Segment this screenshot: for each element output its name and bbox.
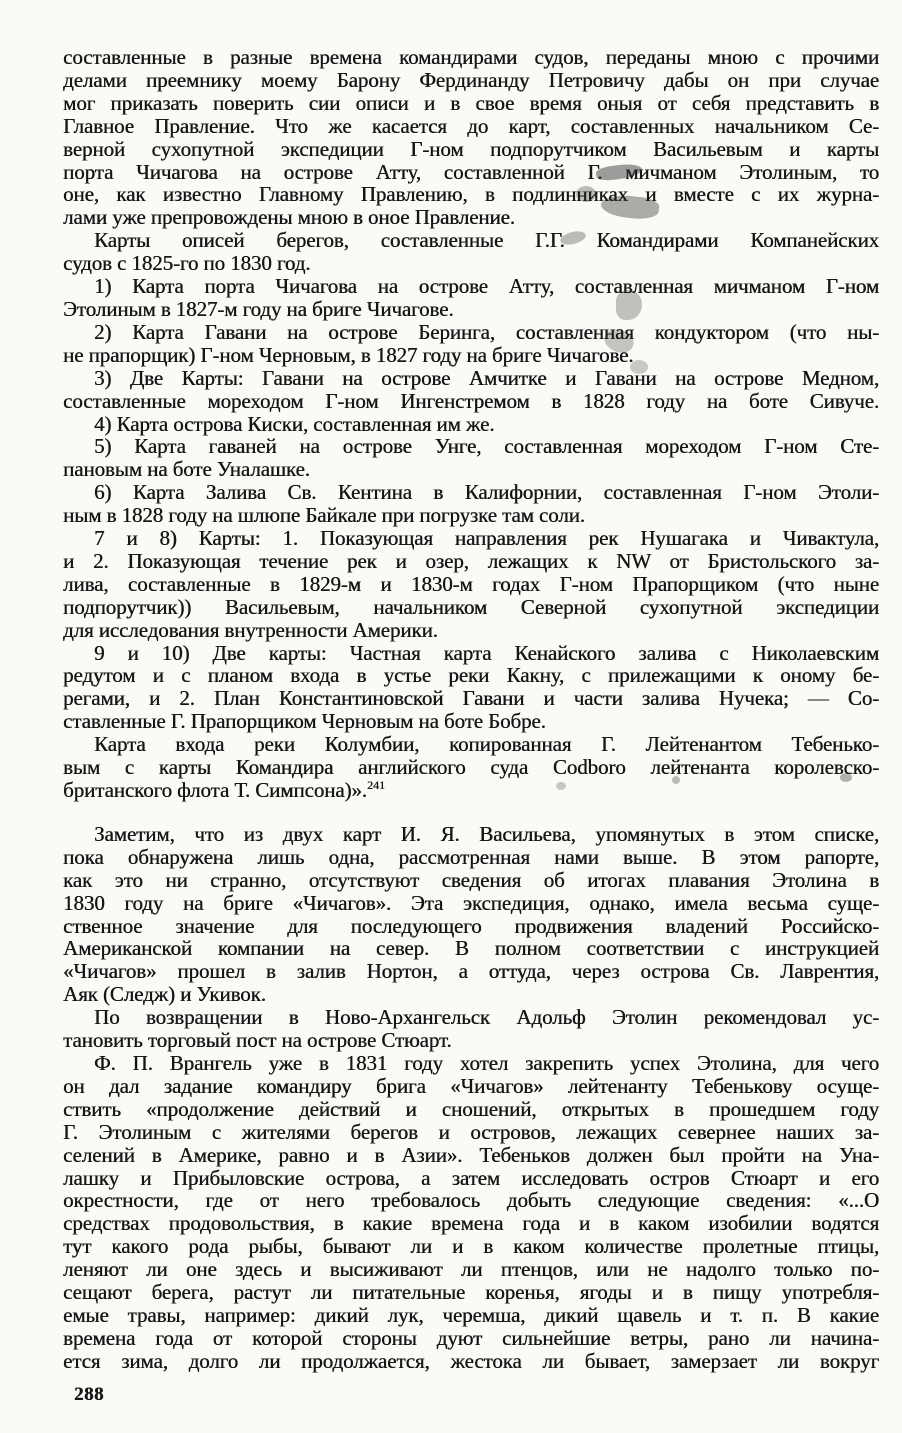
- text-line: вым с карты Командира английского суда Codboro лейтенанта королевско-: [63, 755, 879, 780]
- text-line: лами уже препровождены мною в оное Правление.: [63, 205, 515, 230]
- text-line: Аяк (Следж) и Укивок.: [63, 982, 266, 1007]
- text-line: лива, составленные в 1829-м и 1830-м годах Г-ном Прапорщиком (что ныне: [63, 571, 879, 596]
- text-line: средствах продовольствия, в какие времена года и в каком изобилии водятся: [63, 1211, 879, 1236]
- text-line: ставленные Г. Прапорщиком Черновым на боте Бобре.: [63, 709, 546, 734]
- text-line: емые травы, например: дикий лук, черемша, дикий щавель и т. п. В какие: [63, 1302, 879, 1327]
- text-line: оне, как известно Главному Правлению, в подлинниках и вместе с их журна-: [63, 182, 879, 207]
- text-line: 2) Карта Гавани на острове Беринга, составленная кондуктором (что ны-: [94, 319, 879, 344]
- text-line: Карты описей берегов, составленные Г.Г. Командирами Компанейских: [94, 228, 879, 253]
- text-line: Главное Правление. Что же касается до карт, составленных начальником Се-: [63, 113, 879, 138]
- text-line: времена года от которой стороны дуют сильнейшие ветры, рано ли начина-: [63, 1325, 879, 1350]
- text-line: регами, и 2. План Константиновской Гавани и части залива Нучека; — Со-: [63, 686, 879, 711]
- text-line: 6) Карта Залива Св. Кентина в Калифорнии, составленная Г-ном Этоли-: [94, 480, 879, 505]
- text-line: Заметим, что из двух карт И. Я. Васильева, упомянутых в этом списке,: [94, 821, 879, 846]
- text-line: 1830 году на бриге «Чичагов». Эта экспедиция, однако, имела весьма суще-: [63, 890, 879, 915]
- text-line: как это ни странно, отсутствуют сведения об итогах плавания Этолина в: [63, 867, 879, 892]
- text-line: Г. Этолиным с жителями берегов и островов, лежащих севернее наших за-: [63, 1119, 879, 1144]
- text-line: 3) Две Карты: Гавани на острове Амчитке и Гавани на острове Медном,: [94, 365, 879, 390]
- text-line: пановым на боте Уналашке.: [63, 457, 310, 482]
- text-line: пока обнаружена лишь одна, рассмотренная нами выше. В этом рапорте,: [63, 844, 879, 869]
- text-line: составленные мореходом Г-ном Ингенстремом в 1828 году на боте Сивуче.: [63, 388, 879, 413]
- text-line: верной сухопутной экспедиции Г-ном подпорутчиком Васильевым и карты: [63, 136, 879, 161]
- text-line: лашку и Прибыловские острова, а затем исследовать остров Стюарт и его: [63, 1165, 879, 1190]
- text-line: Этолиным в 1827-м году на бриге Чичагове.: [63, 296, 454, 321]
- page-number: 288: [74, 1384, 104, 1405]
- text-line: леняют ли оне здесь и высиживают ли птенцов, или не надолго только по-: [63, 1257, 879, 1282]
- text-line: По возвращении в Ново-Архангельск Адольф Этолин рекомендовал ус-: [94, 1005, 879, 1030]
- text-line: делами преемнику моему Барону Фердинанду Петровичу дабы он при случае: [63, 67, 879, 92]
- text-line: тут какого рода рыбы, бывают ли и в каком количестве пролетные птицы,: [63, 1234, 879, 1259]
- text-line: 5) Карта гаваней на острове Унге, составленная мореходом Г-ном Сте-: [94, 434, 879, 459]
- text-line: не прапорщик) Г-ном Черновым, в 1827 году на бриге Чичагове.: [63, 342, 634, 367]
- text-line: Американской компании на север. В полном соответствии с инструкцией: [63, 936, 879, 961]
- text-line: тановить торговый пост на острове Стюарт.: [63, 1028, 452, 1053]
- text-line: селений в Америке, равно и в Азии». Тебеньков должен был пройти на Уна-: [63, 1142, 879, 1167]
- text-line: судов с 1825-го по 1830 год.: [63, 251, 311, 276]
- text-line: 4) Карта острова Киски, составленная им же.: [94, 411, 495, 436]
- text-line: редутом и с планом входа в устье реки Какну, с прилежащими к оному бе-: [63, 663, 879, 688]
- text-line: для исследования внутренности Америки.: [63, 617, 438, 642]
- text-line: Карта входа реки Колумбии, копированная Г. Лейтенантом Тебенько-: [94, 732, 879, 757]
- paragraph-gap: [63, 802, 879, 823]
- text-line: ется зима, долго ли продолжается, жестока ли бывает, замерзает ли вокруг: [63, 1348, 879, 1373]
- footnote-reference: 241: [366, 778, 385, 792]
- text-line: окрестности, где от него требовалось добыть следующие сведения: «...О: [63, 1188, 879, 1213]
- text-block: [63, 46, 879, 1373]
- text-line: составленные в разные времена командирами судов, переданы мною с прочими: [63, 45, 879, 69]
- text-line: 1) Карта порта Чичагова на острове Атту, составленная мичманом Г-ном: [94, 274, 879, 299]
- text-line: подпорутчик)) Васильевым, начальником Северной сухопутной экспедиции: [63, 594, 879, 619]
- text-line: сещают берега, растут ли питательные коренья, ягоды и в пищу употребля-: [63, 1280, 879, 1305]
- text-line: порта Чичагова на острове Атту, составленной Г. мичманом Этолиным, то: [63, 159, 879, 184]
- text-line: и 2. Показующая течение рек и озер, лежащих к NW от Бристольского за-: [63, 548, 879, 573]
- text-line: Ф. П. Врангель уже в 1831 году хотел закрепить успех Этолина, для чего: [94, 1050, 879, 1075]
- text-line: 7 и 8) Карты: 1. Показующая направления рек Нушагака и Чивактула,: [94, 526, 879, 551]
- text-line: британского флота Т. Симпсона)».$^{241}$: [63, 778, 385, 802]
- text-line: ствить «продолжение действий и сношений, открытых в прошедшем году: [63, 1096, 879, 1121]
- text-line: мог приказать поверить сии описи и в свое время оныя от себя представить в: [63, 90, 879, 115]
- text-line: ственное значение для последующего продвижения владений Российско-: [63, 913, 879, 938]
- text-line: ным в 1828 году на шлюпе Байкале при погрузке там соли.: [63, 503, 585, 528]
- text-line: 9 и 10) Две карты: Частная карта Кенайского залива с Николаевским: [94, 640, 879, 665]
- text-line: он дал задание командиру брига «Чичагов» лейтенанту Тебенькову осуще-: [63, 1073, 879, 1098]
- text-line: «Чичагов» прошел в залив Нортон, а оттуда, через острова Св. Лаврентия,: [63, 959, 879, 984]
